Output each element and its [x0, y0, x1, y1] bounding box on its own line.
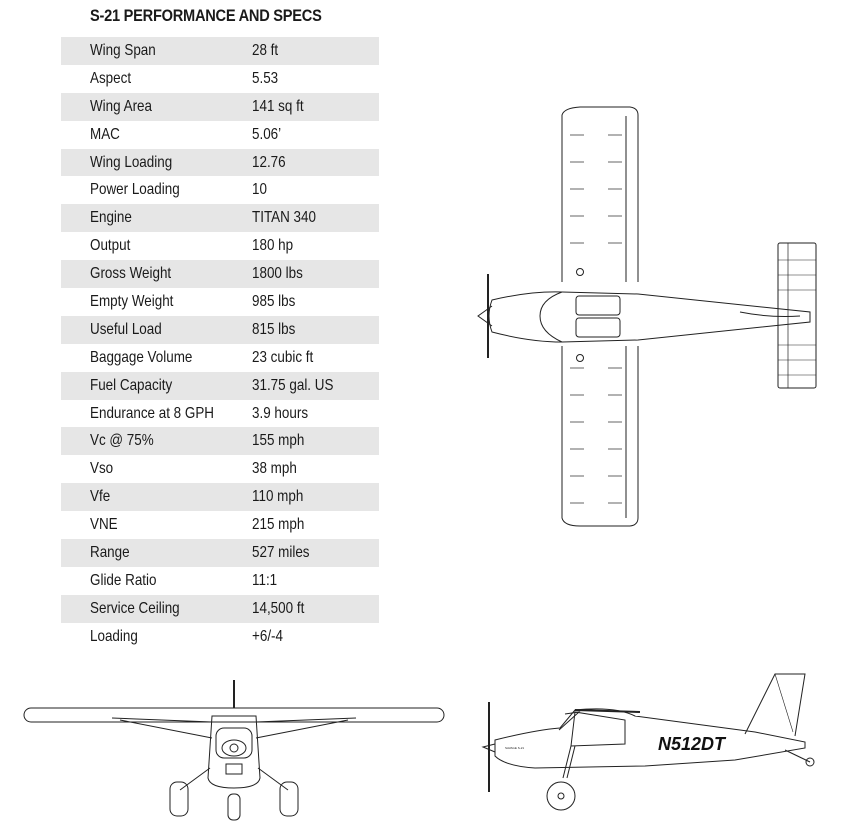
spec-value: 815 lbs	[252, 320, 296, 338]
spec-label: Glide Ratio	[90, 571, 157, 589]
spec-label: Wing Span	[90, 41, 156, 59]
spec-label: Fuel Capacity	[90, 376, 173, 394]
spec-value: 5.06’	[252, 125, 282, 143]
spec-value: 110 mph	[252, 488, 304, 506]
spec-value: 155 mph	[252, 432, 305, 450]
spec-row	[61, 93, 379, 121]
spec-value: 180 hp	[252, 237, 294, 255]
side-label-text: SAVAGE S-21	[505, 746, 525, 750]
spec-row	[61, 623, 379, 651]
registration-text: N512DT	[658, 734, 726, 754]
spec-value: 38 mph	[252, 460, 297, 478]
spec-value: +6/-4	[252, 627, 284, 645]
spec-value: 23 cubic ft	[252, 348, 314, 366]
spec-value: 1800 lbs	[252, 265, 303, 283]
spec-label: Empty Weight	[90, 292, 174, 310]
spec-row	[61, 483, 379, 511]
spec-label: VNE	[90, 516, 118, 534]
spec-label: Gross Weight	[90, 265, 172, 283]
spec-label: Wing Area	[90, 97, 153, 115]
spec-label: Output	[90, 237, 131, 255]
spec-row	[61, 427, 379, 455]
spec-value: 985 lbs	[252, 292, 296, 310]
spec-label: Vfe	[90, 488, 111, 506]
spec-row	[61, 65, 379, 93]
spec-row	[61, 316, 379, 344]
spec-value: 12.76	[252, 153, 286, 171]
spec-value: 10	[252, 181, 267, 199]
spec-label: Aspect	[90, 69, 132, 87]
spec-value: 11:1	[252, 571, 278, 589]
spec-row	[61, 260, 379, 288]
spec-value: 14,500 ft	[252, 599, 305, 617]
spec-row	[61, 344, 379, 372]
spec-value: 28 ft	[252, 41, 279, 59]
spec-label: Baggage Volume	[90, 348, 193, 366]
spec-label: Service Ceiling	[90, 599, 180, 617]
front-view-drawing	[20, 678, 450, 823]
spec-label: Useful Load	[90, 320, 162, 338]
spec-row	[61, 121, 379, 149]
spec-label: Vso	[90, 460, 114, 478]
spec-label: Power Loading	[90, 181, 180, 199]
spec-row	[61, 567, 379, 595]
spec-row	[61, 595, 379, 623]
spec-label: Wing Loading	[90, 153, 173, 171]
spec-row	[61, 400, 379, 428]
spec-value: 141 sq ft	[252, 97, 304, 115]
top-view-drawing	[470, 100, 830, 530]
spec-row	[61, 232, 379, 260]
page-title: S-21 PERFORMANCE AND SPECS	[90, 6, 322, 25]
spec-value: 215 mph	[252, 516, 305, 534]
spec-row	[61, 149, 379, 177]
spec-label: MAC	[90, 125, 120, 143]
spec-row	[61, 372, 379, 400]
spec-row	[61, 288, 379, 316]
spec-label: Endurance at 8 GPH	[90, 404, 215, 422]
spec-value: 3.9 hours	[252, 404, 309, 422]
spec-label: Loading	[90, 627, 138, 645]
spec-row	[61, 37, 379, 65]
spec-row	[61, 511, 379, 539]
spec-row	[61, 176, 379, 204]
spec-label: Engine	[90, 209, 132, 227]
spec-row	[61, 204, 379, 232]
spec-value: TITAN 340	[252, 209, 316, 227]
spec-value: 5.53	[252, 69, 279, 87]
spec-value: 31.75 gal. US	[252, 376, 334, 394]
spec-label: Vc @ 75%	[90, 432, 154, 450]
specs-table	[61, 37, 379, 651]
spec-value: 527 miles	[252, 543, 310, 561]
spec-row	[61, 539, 379, 567]
spec-label: Range	[90, 543, 130, 561]
side-view-drawing	[475, 670, 845, 825]
spec-row	[61, 455, 379, 483]
